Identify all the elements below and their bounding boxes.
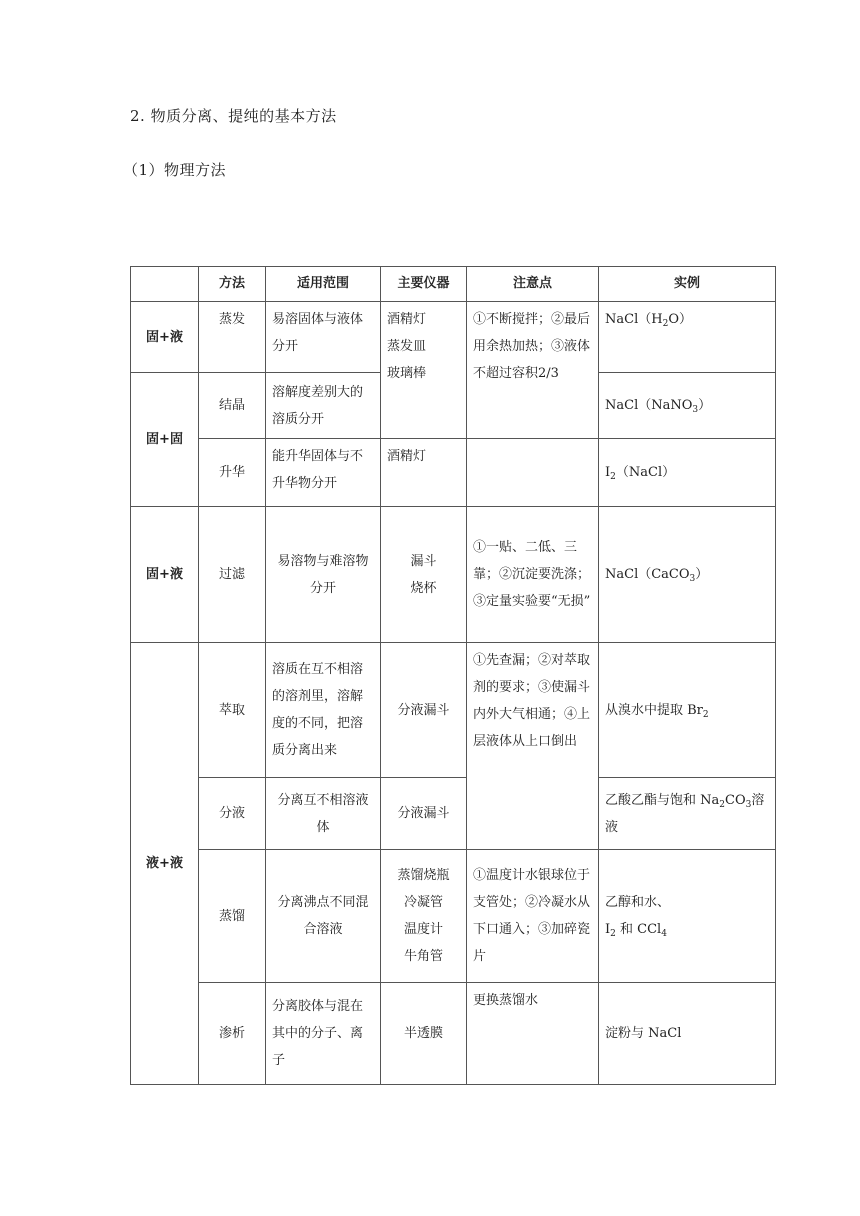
instrument-dialysis: 半透膜 bbox=[381, 983, 467, 1085]
example-distillation bbox=[599, 850, 776, 983]
example-text: 和 CCl bbox=[615, 922, 662, 937]
header-method: 方法 bbox=[199, 267, 266, 302]
instrument-evaporation: 酒精灯 蒸发皿 玻璃棒 bbox=[381, 302, 467, 439]
table-row bbox=[131, 302, 776, 373]
instrument-filtration: 漏斗 烧杯 bbox=[381, 507, 467, 643]
subscript: 2 bbox=[719, 799, 725, 810]
method-dialysis: 渗析 bbox=[199, 983, 266, 1085]
example-text: 溶液 bbox=[605, 792, 765, 835]
subscript: 2 bbox=[610, 929, 616, 939]
subsection-heading: （1）物理方法 bbox=[123, 161, 227, 179]
category-solid-solid: 固+固 bbox=[131, 373, 199, 507]
header-notes: 注意点 bbox=[467, 267, 599, 302]
section-heading: 2. 物质分离、提纯的基本方法 bbox=[130, 107, 337, 125]
example-extraction bbox=[599, 643, 776, 778]
separation-methods-table bbox=[130, 266, 776, 1085]
example-text: O） bbox=[668, 312, 692, 327]
instrument-distillation: 蒸馏烧瓶 冷凝管 温度计 牛角管 bbox=[381, 850, 467, 983]
scope-evaporation: 易溶固体与液体分开 bbox=[266, 302, 381, 373]
example-dialysis: 淀粉与 NaCl bbox=[599, 983, 776, 1085]
subscript: 2 bbox=[702, 709, 709, 720]
notes-evaporation: ①不断搅拌；②最后用余热加热；③液体不超过容积2/3 bbox=[467, 302, 599, 439]
example-text: I bbox=[605, 922, 611, 937]
method-evaporation: 蒸发 bbox=[199, 302, 266, 373]
example-text: 从溴水中提取 Br bbox=[605, 702, 703, 718]
notes-distillation: ①温度计水银球位于支管处；②冷凝水从下口通入；③加碎瓷片 bbox=[467, 850, 599, 983]
method-sublimation: 升华 bbox=[199, 439, 266, 507]
subscript: 4 bbox=[661, 929, 667, 939]
notes-filtration: ①一贴、二低、三靠；②沉淀要洗涤；③定量实验要“无损” bbox=[467, 507, 599, 643]
notes-sublimation-empty bbox=[467, 439, 599, 507]
example-evaporation bbox=[599, 302, 776, 373]
subscript: 3 bbox=[689, 574, 696, 584]
scope-separation: 分离互不相溶液体 bbox=[266, 778, 381, 850]
example-text: NaCl（CaCO bbox=[605, 567, 690, 582]
table-row bbox=[131, 850, 776, 983]
scope-dialysis: 分离胶体与混在其中的分子、离子 bbox=[266, 983, 381, 1085]
scope-filtration: 易溶物与难溶物分开 bbox=[266, 507, 381, 643]
header-scope: 适用范围 bbox=[266, 267, 381, 302]
category-solid-liquid-2: 固+液 bbox=[131, 507, 199, 643]
header-instrument: 主要仪器 bbox=[381, 267, 467, 302]
scope-sublimation: 能升华固体与不升华物分开 bbox=[266, 439, 381, 507]
instrument-sublimation: 酒精灯 bbox=[381, 439, 467, 507]
example-text: ） bbox=[698, 398, 712, 413]
method-extraction: 萃取 bbox=[199, 643, 266, 778]
subscript: 2 bbox=[662, 319, 669, 329]
table-row bbox=[131, 778, 776, 850]
subscript: 3 bbox=[745, 799, 752, 810]
notes-dialysis: 更换蒸馏水 bbox=[467, 983, 599, 1085]
example-text: 乙酸乙酯与饱和 Na bbox=[605, 792, 720, 808]
example-text: I bbox=[605, 465, 611, 480]
method-separation: 分液 bbox=[199, 778, 266, 850]
example-text: ） bbox=[695, 567, 709, 582]
example-text: CO bbox=[725, 792, 746, 808]
scope-extraction: 溶质在互不相溶的溶剂里，溶解度的不同，把溶质分离出来 bbox=[266, 643, 381, 778]
notes-extraction: ①先查漏；②对萃取剂的要求；③使漏斗内外大气相通；④上层液体从上口倒出 bbox=[467, 643, 599, 850]
header-empty bbox=[131, 267, 199, 302]
example-line-2 bbox=[605, 916, 769, 943]
example-text: 乙醇和水、 bbox=[605, 895, 671, 910]
table-row bbox=[131, 507, 776, 643]
table-row bbox=[131, 439, 776, 507]
scope-distillation: 分离沸点不同混合溶液 bbox=[266, 850, 381, 983]
example-text: NaCl（H bbox=[605, 312, 663, 327]
method-filtration: 过滤 bbox=[199, 507, 266, 643]
header-example: 实例 bbox=[599, 267, 776, 302]
table-row bbox=[131, 643, 776, 778]
example-sublimation bbox=[599, 439, 776, 507]
method-distillation: 蒸馏 bbox=[199, 850, 266, 983]
scope-crystallization: 溶解度差别大的溶质分开 bbox=[266, 373, 381, 439]
category-solid-liquid: 固+液 bbox=[131, 302, 199, 373]
category-liquid-liquid: 液+液 bbox=[131, 643, 199, 1085]
example-crystallization bbox=[599, 373, 776, 439]
instrument-extraction: 分液漏斗 bbox=[381, 643, 467, 778]
example-filtration bbox=[599, 507, 776, 643]
method-crystallization: 结晶 bbox=[199, 373, 266, 439]
table-row bbox=[131, 983, 776, 1085]
subscript: 3 bbox=[692, 405, 699, 415]
example-text: NaCl（NaNO bbox=[605, 398, 693, 413]
example-separation bbox=[599, 778, 776, 850]
example-text: （NaCl） bbox=[615, 465, 676, 480]
subscript: 2 bbox=[610, 472, 616, 482]
instrument-separation: 分液漏斗 bbox=[381, 778, 467, 850]
table-header-row bbox=[131, 267, 776, 302]
